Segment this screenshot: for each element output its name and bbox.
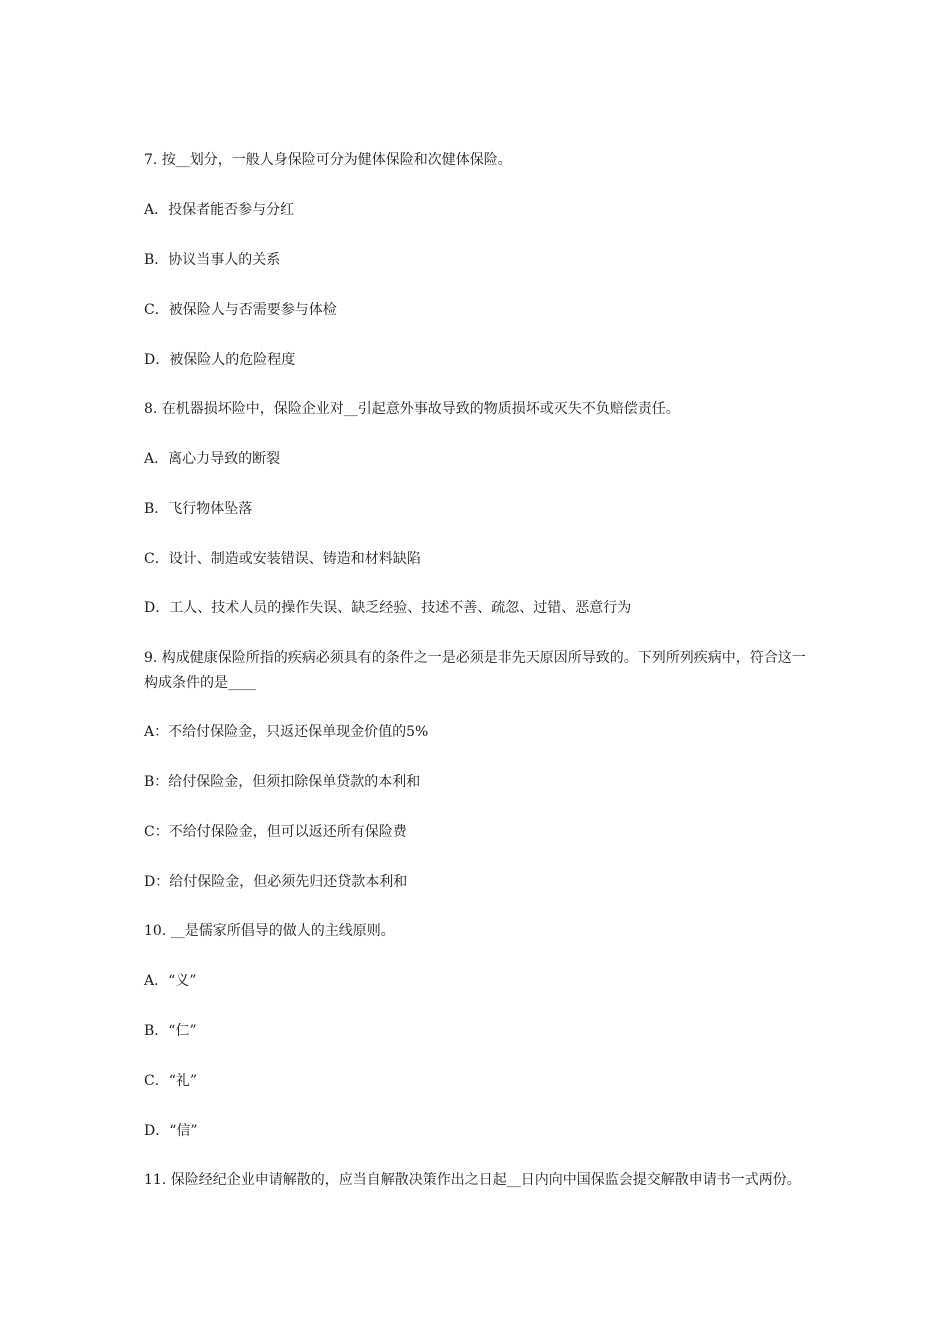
question-8-option-d: D．工人、技术人员的操作失误、缺乏经验、技述不善、疏忽、过错、恶意行为: [144, 600, 632, 616]
question-9-stem: 9. 构成健康保险所指的疾病必须具有的条件之一是必须是非先天原因所导致的。下列所列疾病中，符合这一构成条件的是____: [144, 650, 806, 691]
question-8-stem: 8. 在机器损坏险中，保险企业对__引起意外事故导致的物质损坏或灭失不负赔偿责任。: [144, 401, 680, 417]
question-10-stem: 10. __是儒家所倡导的做人的主线原则。: [144, 923, 395, 939]
question-10-option-b: B．“仁”: [144, 1023, 197, 1039]
question-7-option-b: B．协议当事人的关系: [144, 252, 281, 268]
question-10-option-a: A．“义”: [144, 973, 197, 989]
question-9-option-d: D：给付保险金，但必须先归还贷款本利和: [144, 874, 408, 890]
question-7-option-d: D．被保险人的危险程度: [144, 352, 296, 368]
question-10-option-c: C．“礼”: [144, 1073, 198, 1089]
question-10-option-d: D．“信”: [144, 1123, 198, 1139]
question-9-option-c: C：不给付保险金，但可以返还所有保险费: [144, 824, 407, 840]
question-11-stem: 11. 保险经纪企业申请解散的，应当自解散决策作出之日起__日内向中国保监会提交解散申请书一式两份。: [144, 1172, 801, 1188]
question-9-option-a: A：不给付保险金，只返还保单现金价值的5%: [144, 724, 429, 740]
question-9-option-b: B：给付保险金，但须扣除保单贷款的本利和: [144, 774, 421, 790]
question-7-option-a: A．投保者能否参与分红: [144, 202, 295, 218]
question-7-option-c: C．被保险人与否需要参与体检: [144, 302, 337, 318]
question-8-option-a: A．离心力导致的断裂: [144, 451, 281, 467]
question-8-option-b: B．飞行物体坠落: [144, 501, 253, 517]
question-8-option-c: C．设计、制造或安装错误、铸造和材料缺陷: [144, 551, 421, 567]
question-7-stem: 7. 按__划分，一般人身保险可分为健体保险和次健体保险。: [144, 152, 512, 168]
